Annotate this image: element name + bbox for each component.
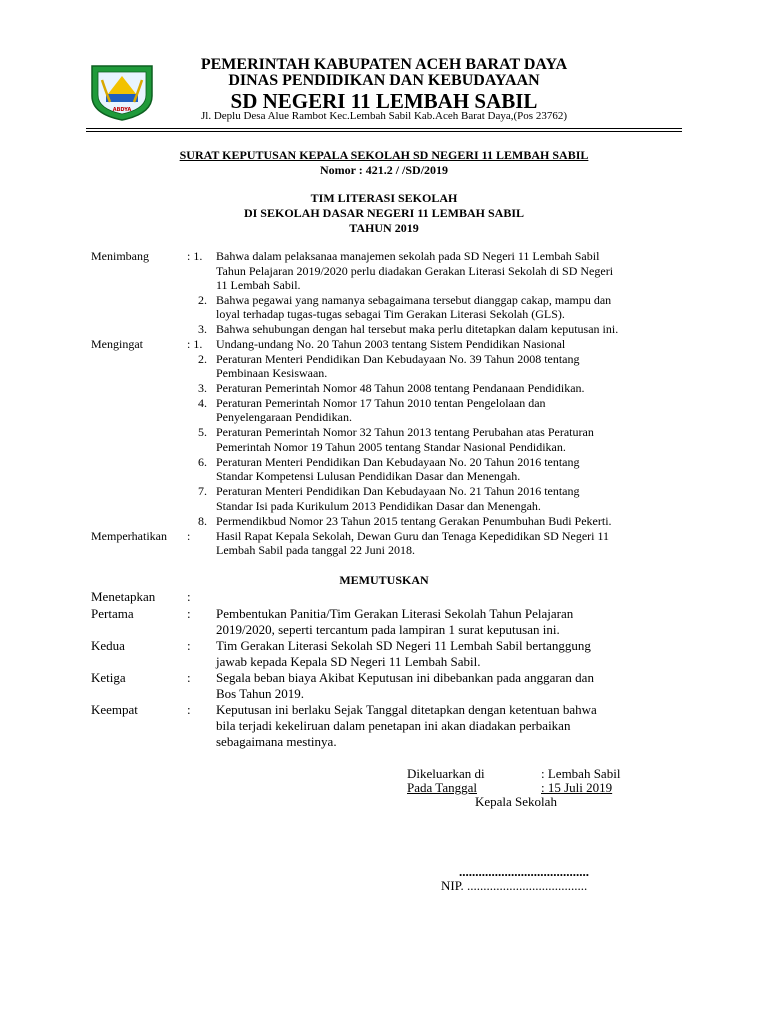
mengingat-num-5: 5. [198, 425, 207, 439]
mengingat-colon: : 1. [187, 337, 203, 351]
decision-ketiga-line-2: Bos Tahun 2019. [216, 686, 305, 701]
regency-emblem-icon [86, 62, 158, 122]
menimbang-item-2-line-1: Bahwa pegawai yang namanya sebagaimana tersebut dianggap cakap, mampu dan [216, 293, 612, 307]
mengingat-item-6-line-1: Peraturan Menteri Pendidikan Dan Kebudayaan No. 20 Tahun 2016 tentang [216, 455, 580, 469]
decision-kedua-line-2: jawab kepada Kepala SD Negeri 11 Lembah Sabil. [216, 654, 481, 669]
mengingat-item-1: Undang-undang No. 20 Tahun 2003 tentang Sistem Pendidikan Nasional [216, 337, 566, 351]
decision-pertama-line-2: 2019/2020, seperti tercantum pada lampiran 1 surat keputusan ini. [216, 622, 560, 637]
menimbang-item-2-line-2: loyal terhadap tugas-tugas sebagai Tim Gerakan Literasi Sekolah (GLS). [216, 307, 565, 321]
decision-ketiga-line-1: Segala beban biaya Akibat Keputusan ini dibebankan pada anggaran dan [216, 670, 594, 685]
menimbang-label: Menimbang [91, 249, 149, 263]
mengingat-item-4-line-2: Penyelengaraan Pendidikan. [216, 410, 352, 424]
mengingat-item-2-line-2: Pembinaan Kesiswaan. [216, 366, 328, 380]
menimbang-item-1-line-2: Tahun Pelajaran 2019/2020 perlu diadakan Gerakan Literasi Sekolah di SD Negeri [216, 264, 614, 278]
mengingat-num-2: 2. [198, 352, 207, 366]
menimbang-colon: : 1. [187, 249, 203, 263]
mengingat-item-5-line-2: Pemerintah Nomor 19 Tahun 2005 tentang Standar Nasional Pendidikan. [216, 440, 566, 454]
decision-keempat-line-2: bila terjadi kekeliruan dalam penetapan ini akan diadakan perbaikan [216, 718, 571, 733]
mengingat-item-7-line-2: Standar Isi pada Kurikulum 2013 Pendidikan Dasar dan Menengah. [216, 499, 541, 513]
decision-keempat-colon: : [187, 702, 191, 717]
mengingat-num-7: 7. [198, 484, 207, 498]
decision-kedua-line-1: Tim Gerakan Literasi Sekolah SD Negeri 11 Lembah Sabil bertanggung [216, 638, 591, 653]
government-heading: PEMERINTAH KABUPATEN ACEH BARAT DAYA [200, 56, 568, 73]
mengingat-item-2-line-1: Peraturan Menteri Pendidikan Dan Kebudayaan No. 39 Tahun 2008 tentang [216, 352, 580, 366]
menetapkan-colon: : [187, 589, 191, 604]
mengingat-item-3: Peraturan Pemerintah Nomor 48 Tahun 2008 tentang Pendanaan Pendidikan. [216, 381, 585, 395]
signature-line: ........................................ [459, 864, 589, 879]
department-heading: DINAS PENDIDIKAN DAN KEBUDAYAAN [228, 72, 540, 89]
mengingat-num-6: 6. [198, 455, 207, 469]
memperhatikan-label: Memperhatikan [91, 529, 167, 543]
decision-ketiga-colon: : [187, 670, 191, 685]
decision-kedua-colon: : [187, 638, 191, 653]
decision-keempat-line-3: sebagaimana mestinya. [216, 734, 337, 749]
memperhatikan-colon: : [187, 529, 191, 543]
mengingat-label: Mengingat [91, 337, 143, 351]
memperhatikan-line-2: Lembah Sabil pada tanggal 22 Juni 2018. [216, 543, 415, 557]
header-divider-thin [86, 131, 682, 132]
mengingat-num-4: 4. [198, 396, 207, 410]
header-divider [86, 128, 682, 129]
decision-kedua-label: Kedua [91, 638, 125, 653]
decree-subtitle-2: DI SEKOLAH DASAR NEGERI 11 LEMBAH SABIL [243, 206, 525, 220]
svg-text:ABDYA: ABDYA [112, 107, 132, 113]
decision-pertama-line-1: Pembentukan Panitia/Tim Gerakan Literasi Sekolah Tahun Pelajaran [216, 606, 574, 621]
decree-subtitle-3: TAHUN 2019 [349, 221, 419, 235]
mengingat-num-8: 8. [198, 514, 207, 528]
memutuskan-heading: MEMUTUSKAN [339, 573, 429, 587]
mengingat-item-8: Permendikbud Nomor 23 Tahun 2015 tentang Gerakan Penumbuhan Budi Pekerti. [216, 514, 612, 528]
issued-date-label: Pada Tanggal [407, 780, 477, 795]
school-address: Jl. Deplu Desa Alue Rambot Kec.Lembah Sabil Kab.Aceh Barat Daya,(Pos 23762) [201, 110, 567, 122]
signatory-role: Kepala Sekolah [475, 794, 557, 809]
menimbang-item-1-line-3: 11 Lembah Sabil. [216, 278, 301, 292]
decision-pertama-label: Pertama [91, 606, 134, 621]
menimbang-item-3-line-1: Bahwa sehubungan dengan hal tersebut maka perlu ditetapkan dalam keputusan ini. [216, 322, 619, 336]
menimbang-num-3: 3. [198, 322, 207, 336]
decree-subtitle-1: TIM LITERASI SEKOLAH [310, 191, 458, 205]
mengingat-num-3: 3. [198, 381, 207, 395]
memperhatikan-line-1: Hasil Rapat Kepala Sekolah, Dewan Guru dan Tenaga Kepedidikan SD Negeri 11 [216, 529, 610, 543]
issued-date-value: : 15 Juli 2019 [541, 780, 613, 795]
issued-place-label: Dikeluarkan di [407, 766, 485, 781]
menetapkan-label: Menetapkan [91, 589, 156, 604]
decree-number: Nomor : 421.2 / /SD/2019 [319, 163, 449, 177]
decision-pertama-colon: : [187, 606, 191, 621]
issued-place-value: : Lembah Sabil [541, 766, 621, 781]
school-name-heading: SD NEGERI 11 LEMBAH SABIL [230, 89, 538, 113]
decision-keempat-line-1: Keputusan ini berlaku Sejak Tanggal ditetapkan dengan ketentuan bahwa [216, 702, 597, 717]
decision-keempat-label: Keempat [91, 702, 138, 717]
mengingat-item-4-line-1: Peraturan Pemerintah Nomor 17 Tahun 2010 tentan Pengelolaan dan [216, 396, 546, 410]
menimbang-item-1-line-1: Bahwa dalam pelaksanaa manajemen sekolah pada SD Negeri 11 Lembah Sabil [216, 249, 600, 263]
mengingat-item-5-line-1: Peraturan Pemerintah Nomor 32 Tahun 2013 tentang Perubahan atas Peraturan [216, 425, 594, 439]
menimbang-num-2: 2. [198, 293, 207, 307]
mengingat-item-6-line-2: Standar Kompetensi Lulusan Pendidikan Dasar dan Menengah. [216, 469, 521, 483]
mengingat-item-7-line-1: Peraturan Menteri Pendidikan Dan Kebudayaan No. 21 Tahun 2016 tentang [216, 484, 580, 498]
decision-ketiga-label: Ketiga [91, 670, 126, 685]
decree-title: SURAT KEPUTUSAN KEPALA SEKOLAH SD NEGERI 11 LEMBAH SABIL [179, 148, 589, 162]
nip-line: NIP. ..................................... [441, 878, 588, 893]
